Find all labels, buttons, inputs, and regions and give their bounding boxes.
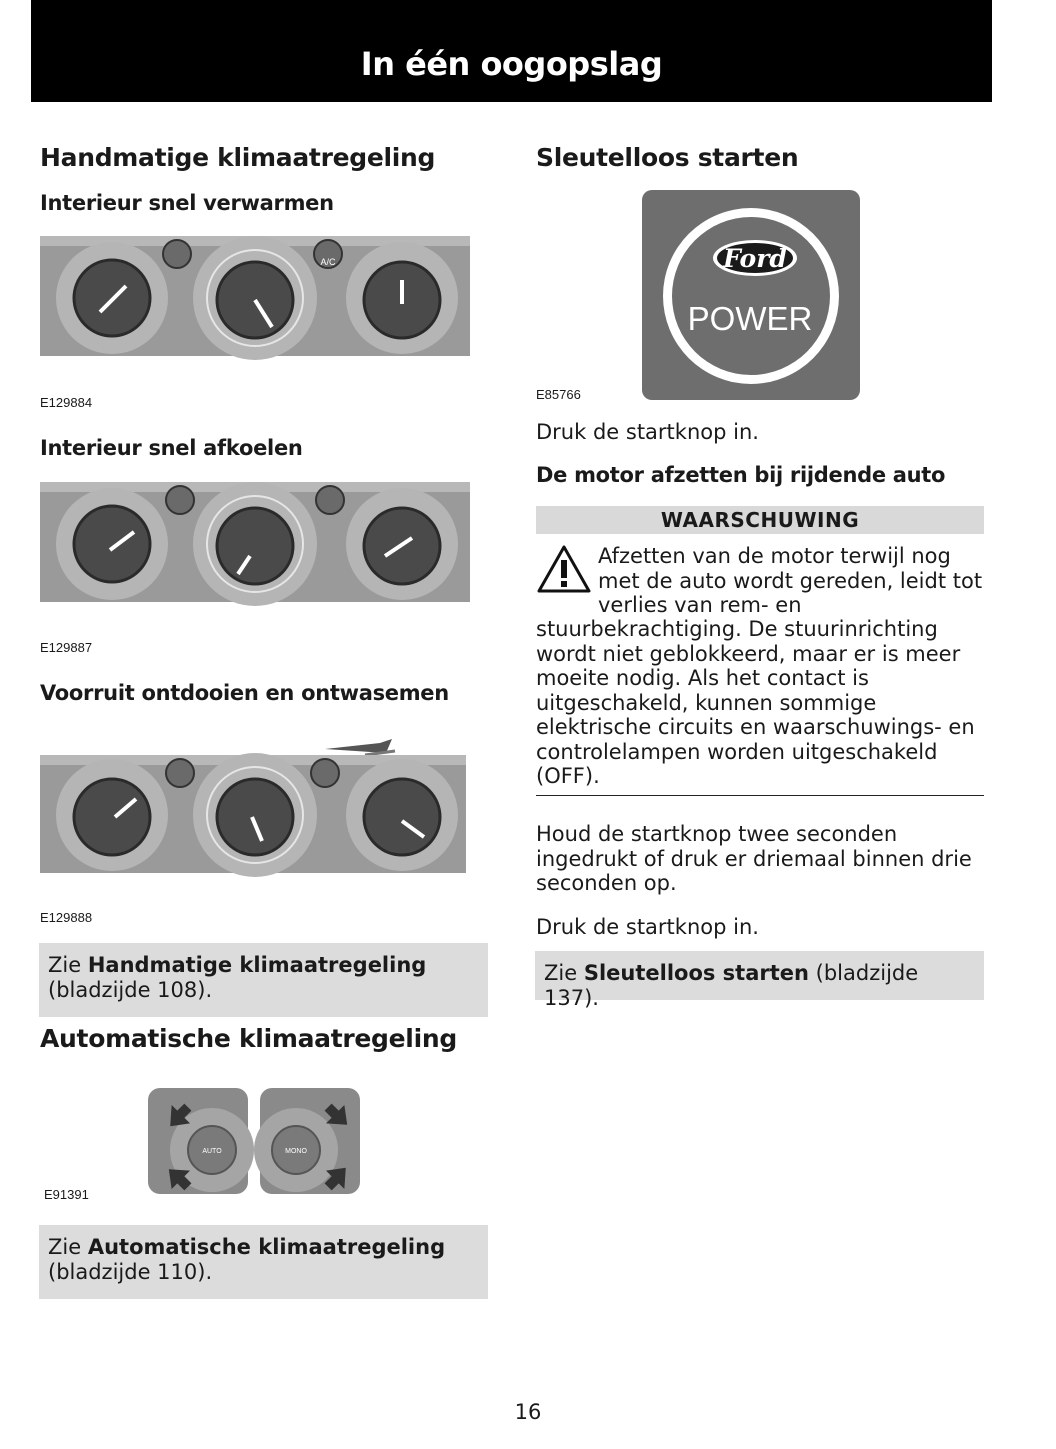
power-button-image xyxy=(642,190,860,400)
image-code-2: E129887 xyxy=(40,640,93,655)
warning-header: WAARSCHUWING xyxy=(536,506,984,534)
text-line: ingedrukt of druk er driemaal binnen drie xyxy=(536,846,972,871)
image-code-4: E91391 xyxy=(44,1187,89,1202)
image-code-power: E85766 xyxy=(536,387,581,402)
ford-logo-text: Ford xyxy=(723,244,787,273)
warning-line: moeite nodig. Als het contact is xyxy=(536,666,869,690)
ref-prefix: Zie xyxy=(544,961,584,985)
warning-triangle-icon xyxy=(536,544,592,594)
subheading-defrost: Voorruit ontdooien en ontwasemen xyxy=(40,681,449,705)
ref-page: (bladzijde 108). xyxy=(48,977,213,1002)
warning-line: met de auto wordt gereden, leidt tot xyxy=(598,568,983,593)
text-line: seconden op. xyxy=(536,871,677,895)
subheading-stop-engine: De motor afzetten bij rijdende auto xyxy=(536,463,946,487)
warning-divider xyxy=(536,795,984,796)
auto-climate-panel-image xyxy=(148,1082,403,1197)
warning-line: verlies van rem- en xyxy=(598,593,802,617)
climate-panel-cool-image xyxy=(40,478,470,606)
warning-text-rest xyxy=(536,617,988,789)
section-heading-keyless: Sleutelloos starten xyxy=(536,143,799,172)
warning-line: stuurbekrachtiging. De stuurinrichting xyxy=(536,617,938,641)
ref-link-auto[interactable]: Automatische klimaatregeling xyxy=(87,1235,446,1259)
reference-box-manual xyxy=(39,943,488,1017)
ac-label: A/C xyxy=(320,257,336,267)
image-code-3: E129888 xyxy=(40,910,93,925)
section-heading-auto: Automatische klimaatregeling xyxy=(40,1024,457,1053)
power-label: POWER xyxy=(687,300,813,337)
mono-label: MONO xyxy=(285,1148,307,1155)
reference-box-auto xyxy=(39,1225,488,1299)
ref-link-keyless[interactable]: Sleutelloos starten xyxy=(583,961,809,985)
instruction-press: Druk de startknop in. xyxy=(536,420,759,444)
ref-link-manual[interactable]: Handmatige klimaatregeling xyxy=(87,953,427,977)
page-header xyxy=(31,0,992,102)
ref-page: (bladzijde 110). xyxy=(48,1259,213,1284)
page-title: In één oogopslag xyxy=(360,45,663,83)
section-heading-manual: Handmatige klimaatregeling xyxy=(40,143,436,172)
climate-panel-heat-image xyxy=(40,232,470,360)
reference-box-keyless xyxy=(535,951,984,1010)
ref-page: (bladzijde 137). xyxy=(544,961,919,1010)
warning-line: controlelampen worden uitgeschakeld xyxy=(536,739,938,764)
warning-line: (OFF). xyxy=(536,764,600,788)
page-number: 16 xyxy=(514,1400,542,1424)
ref-prefix: Zie xyxy=(48,1235,88,1259)
warning-line: elektrische circuits en waarschuwings- en xyxy=(536,715,975,739)
instruction-press-2: Druk de startknop in. xyxy=(536,915,759,939)
instruction-hold xyxy=(536,822,988,896)
auto-label: AUTO xyxy=(202,1148,222,1155)
warning-line: Afzetten van de motor terwijl nog xyxy=(598,544,951,568)
subheading-cool: Interieur snel afkoelen xyxy=(40,436,303,460)
climate-panel-defrost-image xyxy=(40,735,470,877)
subheading-heat: Interieur snel verwarmen xyxy=(40,191,334,215)
text-line: Houd de startknop twee seconden xyxy=(536,822,898,846)
ref-prefix: Zie xyxy=(48,953,88,977)
warning-line: uitgeschakeld, kunnen sommige xyxy=(536,690,877,715)
warning-line: wordt niet geblokkeerd, maar er is meer xyxy=(536,641,961,666)
image-code-1: E129884 xyxy=(40,395,93,410)
warning-text-top xyxy=(598,544,988,618)
